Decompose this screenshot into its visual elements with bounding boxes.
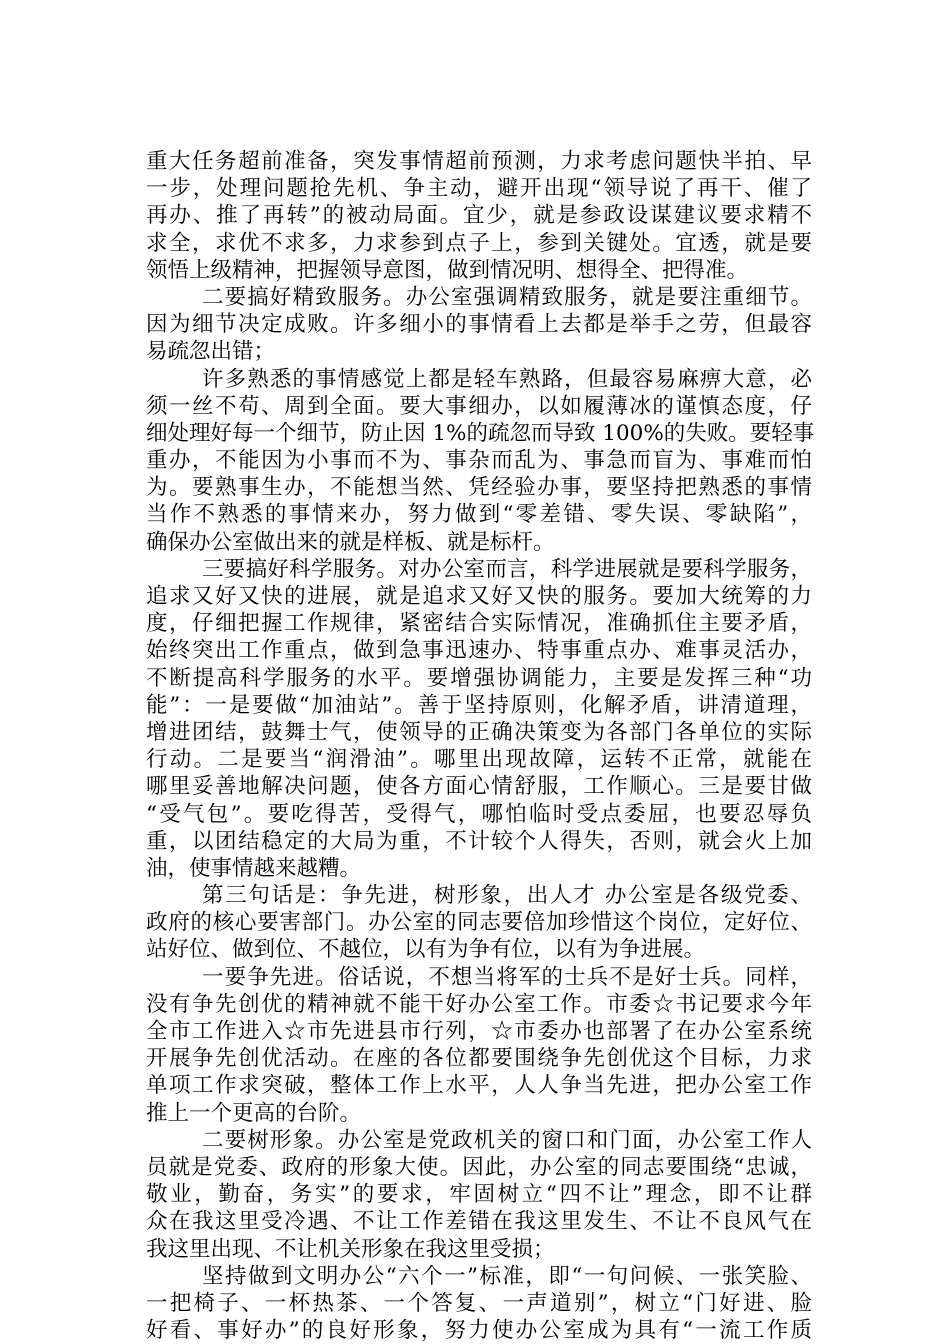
text-line: 三要搞好科学服务。对办公室而言，科学进展就是要科学服务， [202,556,812,582]
text-line: 许多熟悉的事情感觉上都是轻车熟路，但最容易麻痹大意，必 [202,366,812,392]
text-line: “受气包”。要吃得苦，受得气，哪怕临时受点委屈，也要忍辱负 [146,801,812,827]
paragraph [146,148,812,284]
text-line: 始终突出工作重点，做到急事迅速办、特事重点办、难事灵活办， [146,638,812,664]
text-line: 站好位、做到位、不越位，以有为争有位，以有为争进展。 [146,937,706,963]
text-line: 推上一个更高的台阶。 [146,1100,362,1126]
text-line: 领悟上级精神，把握领导意图，做到情况明、想得全、把得准。 [146,257,749,283]
text-line: 一要争先进。俗话说，不想当将军的士兵不是好士兵。同样， [202,964,812,990]
text-line: 追求又好又快的进展，就是追求又好又快的服务。要加大统筹的力 [146,584,812,609]
text-line: 坚持做到文明办公“六个一”标准，即“一句问候、一张笑脸、 [202,1263,812,1289]
paragraph [146,284,812,366]
text-line: 须一丝不苟、周到全面。要大事细办，以如履薄冰的谨慎态度，仔 [146,393,812,419]
text-line: 易疏忽出错； [146,339,276,365]
text-line: 全市工作进入☆市先进县市行列，☆市委办也部署了在办公室系统 [146,1019,812,1044]
text-line: 单项工作求突破，整体工作上水平，人人争当先进，把办公室工作 [146,1073,812,1099]
text-line: 因为细节决定成败。许多细小的事情看上去都是举手之劳，但最容 [146,312,812,338]
paragraph [146,1127,812,1263]
text-line: 一把椅子、一杯热茶、一个答复、一声道别”，树立“门好进、脸 [146,1290,812,1316]
paragraph [146,882,812,964]
document-body [146,148,815,1344]
text-line: 众在我这里受冷遇、不让工作差错在我这里发生、不让不良风气在 [146,1209,812,1235]
text-line: 求全，求优不求多，力求参到点子上，参到关键处。宜透，就是要 [146,230,812,256]
paragraph [146,1263,812,1344]
text-line: 二要搞好精致服务。办公室强调精致服务，就是要注重细节。 [202,284,812,310]
text-line: 重，以团结稳定的大局为重，不计较个人得失，否则，就会火上加 [146,828,812,854]
paragraph [146,556,812,882]
text-line: 确保办公室做出来的就是样板、就是标杆。 [146,529,555,555]
text-line: 增进团结，鼓舞士气，使领导的正确决策变为各部门各单位的实际 [146,719,812,745]
text-line: 一步，处理问题抢先机、争主动，避开出现“领导说了再干、催了 [146,176,812,202]
text-line: 能”：一是要做“加油站”。善于坚持原则，化解矛盾，讲清道理， [146,692,812,718]
text-line: 敬业，勤奋，务实”的要求，牢固树立“四不让”理念，即不让群 [146,1182,812,1208]
text-line: 没有争先创优的精神就不能干好办公室工作。市委☆书记要求今年 [146,991,812,1017]
text-line: 我这里出现、不让机关形象在我这里受损； [146,1236,555,1262]
text-line: 为。要熟事生办，不能想当然、凭经验办事，要坚持把熟悉的事情 [146,475,812,501]
paragraph [146,964,812,1127]
text-line: 重办，不能因为小事而不为、事杂而乱为、事急而盲为、事难而怕 [146,448,812,474]
paragraph [146,366,815,556]
text-line: 细处理好每一个细节，防止因 1%的疏忽而导致 100%的失败。要轻事 [146,420,815,446]
text-line: 不断提高科学服务的水平。要增强协调能力，主要是发挥三种“功 [146,665,812,691]
text-line: 当作不熟悉的事情来办，努力做到“零差错、零失误、零缺陷”， [146,502,812,528]
text-line: 好看、事好办”的良好形象，努力使办公室成为具有“一流工作质 [146,1318,812,1344]
text-line: 行动。二是要当“润滑油”。哪里出现故障，运转不正常，就能在 [146,747,812,773]
text-line: 第三句话是：争先进，树形象，出人才 办公室是各级党委、 [202,883,812,909]
text-line: 员就是党委、政府的形象大使。因此，办公室的同志要围绕“忠诚， [146,1154,812,1180]
text-line: 二要树形象。办公室是党政机关的窗口和门面，办公室工作人 [202,1127,812,1153]
text-line: 油，使事情越来越糟。 [146,855,362,881]
text-line: 再办、推了再转”的被动局面。宜少，就是参政设谋建议要求精不 [146,203,812,229]
text-line: 哪里妥善地解决问题，使各方面心情舒服，工作顺心。三是要甘做 [146,774,812,800]
text-line: 度，仔细把握工作规律，紧密结合实际情况，准确抓住主要矛盾， [146,611,812,637]
text-line: 重大任务超前准备，突发事情超前预测，力求考虑问题快半拍、早 [146,149,812,174]
text-line: 政府的核心要害部门。办公室的同志要倍加珍惜这个岗位，定好位、 [146,910,812,936]
text-line: 开展争先创优活动。在座的各位都要围绕争先创优这个目标，力求 [146,1046,812,1072]
